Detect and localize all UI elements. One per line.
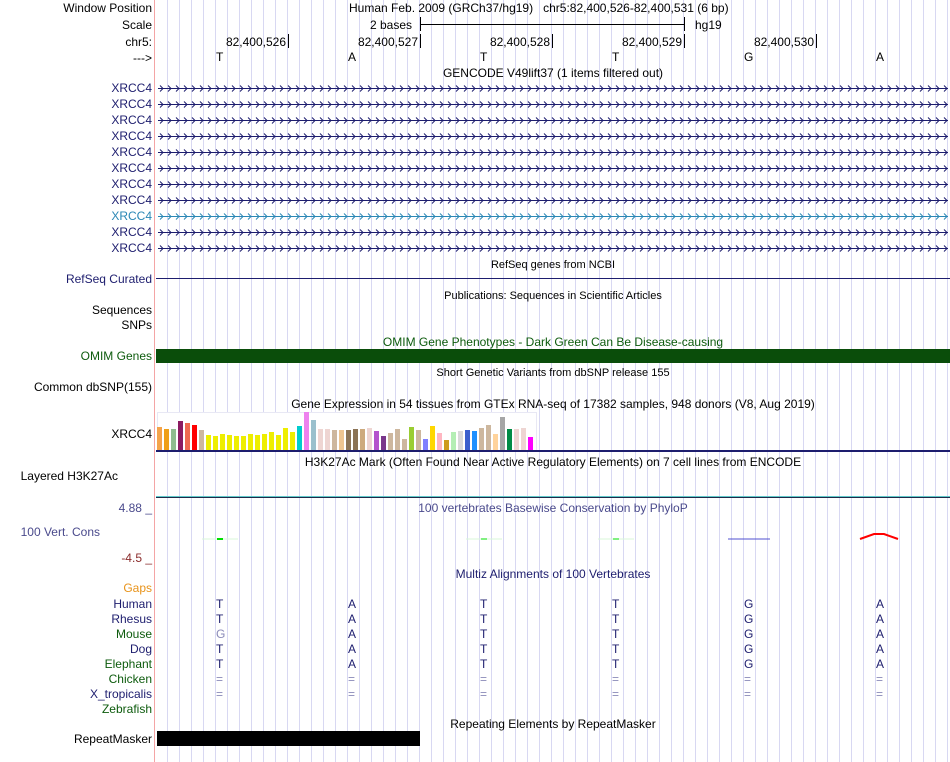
- gencode-transcript[interactable]: [158, 146, 948, 158]
- repeatmasker-label[interactable]: RepeatMasker: [73, 732, 152, 746]
- multiz-species-label[interactable]: Human: [113, 597, 152, 611]
- multiz-aligned-base: G: [744, 627, 754, 641]
- omim-track-title[interactable]: OMIM Gene Phenotypes - Dark Green Can Be Disease-causing: [382, 335, 724, 349]
- multiz-aligned-base: T: [612, 642, 620, 656]
- multiz-aligned-base: T: [480, 642, 488, 656]
- gencode-transcript[interactable]: [158, 178, 948, 190]
- ruler-tick: [288, 34, 289, 48]
- multiz-aligned-base: T: [216, 642, 224, 656]
- gtex-tissue-bar[interactable]: [269, 432, 274, 450]
- multiz-aligned-base: =: [348, 687, 356, 701]
- ruler-position-label: 82,400,529: [621, 35, 682, 49]
- omim-gene-bar[interactable]: [156, 349, 950, 363]
- multiz-aligned-base: A: [876, 642, 885, 656]
- scale-db: hg19: [695, 18, 722, 32]
- reference-base: T: [612, 50, 620, 64]
- assembly-title: Human Feb. 2009 (GRCh37/hg19) chr5:82,400,526-82,400,531 (6 bp): [349, 1, 729, 15]
- gtex-tissue-bar[interactable]: [248, 434, 253, 450]
- multiz-aligned-base: =: [744, 672, 752, 686]
- gtex-tissue-bar[interactable]: [479, 428, 484, 450]
- multiz-aligned-base: T: [480, 597, 488, 611]
- conservation-positive-mark: [613, 539, 619, 540]
- gtex-tissue-bar[interactable]: [311, 420, 316, 450]
- gencode-transcript[interactable]: [158, 82, 948, 94]
- publications-label-snps[interactable]: SNPs: [121, 318, 152, 332]
- gencode-transcript-label[interactable]: XRCC4: [111, 193, 152, 207]
- gtex-label[interactable]: XRCC4: [111, 427, 152, 441]
- gtex-tissue-bar[interactable]: [234, 436, 239, 450]
- reference-base: T: [480, 50, 488, 64]
- gtex-tissue-bar[interactable]: [164, 429, 169, 450]
- multiz-aligned-base: =: [348, 672, 356, 686]
- gtex-tissue-bar[interactable]: [416, 430, 421, 450]
- multiz-aligned-base: A: [876, 627, 885, 641]
- ruler-position-label: 82,400,528: [489, 35, 550, 49]
- conservation-positive-mark: [481, 539, 487, 540]
- gtex-track-title[interactable]: Gene Expression in 54 tissues from GTEx RNA-seq of 17382 samples, 948 donors (V8, Aug 2019): [291, 397, 815, 411]
- reference-base: A: [876, 50, 885, 64]
- refseq-label[interactable]: RefSeq Curated: [65, 272, 152, 286]
- omim-label[interactable]: OMIM Genes: [80, 349, 152, 363]
- ruler-tick: [816, 34, 817, 48]
- gtex-tissue-bar[interactable]: [304, 412, 309, 450]
- gencode-transcript-label[interactable]: XRCC4: [111, 81, 152, 95]
- multiz-species-label[interactable]: Dog: [129, 642, 152, 656]
- gtex-tissue-bar[interactable]: [297, 426, 302, 450]
- repeatmasker-track-title[interactable]: Repeating Elements by RepeatMasker: [450, 717, 656, 731]
- ruler-tick: [552, 34, 553, 48]
- gtex-tissue-bar[interactable]: [472, 431, 477, 450]
- gencode-transcript-label[interactable]: XRCC4: [111, 145, 152, 159]
- gtex-tissue-bar[interactable]: [367, 428, 372, 450]
- chrom-label: chr5:: [125, 35, 152, 49]
- gtex-tissue-bar[interactable]: [283, 428, 288, 450]
- gencode-transcript-label[interactable]: XRCC4: [111, 209, 152, 223]
- gtex-tissue-bar[interactable]: [262, 434, 267, 450]
- gtex-tissue-bar[interactable]: [388, 433, 393, 450]
- ruler-position-label: 82,400,526: [225, 35, 286, 49]
- multiz-aligned-base: T: [216, 597, 224, 611]
- multiz-species-label[interactable]: Mouse: [115, 627, 152, 641]
- conservation-min-label: -4.5 _: [121, 551, 152, 565]
- gtex-tissue-bar[interactable]: [451, 432, 456, 450]
- gtex-tissue-bar[interactable]: [346, 430, 351, 450]
- strand-label[interactable]: --->: [133, 51, 152, 65]
- gtex-tissue-bar[interactable]: [157, 427, 162, 450]
- multiz-aligned-base: A: [348, 657, 357, 671]
- multiz-aligned-base: A: [348, 642, 357, 656]
- gtex-gene-line: [156, 450, 950, 452]
- gtex-tissue-bar[interactable]: [409, 427, 414, 450]
- multiz-aligned-base: A: [876, 657, 885, 671]
- gtex-tissue-bar[interactable]: [437, 433, 442, 450]
- multiz-aligned-base: G: [744, 642, 754, 656]
- gencode-transcript[interactable]: [158, 98, 948, 110]
- multiz-aligned-base: T: [612, 657, 620, 671]
- gtex-tissue-bar[interactable]: [325, 429, 330, 450]
- gencode-transcript[interactable]: [158, 226, 948, 238]
- multiz-species-label[interactable]: Chicken: [108, 672, 152, 686]
- gtex-tissue-bar[interactable]: [381, 436, 386, 450]
- gencode-transcript-label[interactable]: XRCC4: [111, 241, 152, 255]
- gtex-tissue-bar[interactable]: [171, 429, 176, 450]
- gtex-tissue-bar[interactable]: [402, 439, 407, 450]
- gtex-tissue-bar[interactable]: [332, 430, 337, 450]
- gtex-tissue-bar[interactable]: [227, 435, 232, 450]
- publications-track-title[interactable]: Publications: Sequences in Scientific Articles: [444, 290, 662, 302]
- multiz-aligned-base: A: [348, 597, 357, 611]
- gtex-tissue-bar[interactable]: [206, 435, 211, 450]
- scale-bar: [420, 24, 685, 25]
- reference-base: A: [348, 50, 357, 64]
- multiz-aligned-base: =: [612, 672, 620, 686]
- multiz-aligned-base: T: [480, 612, 488, 626]
- conservation-max-label: 4.88 _: [118, 501, 152, 515]
- gtex-tissue-bar[interactable]: [360, 429, 365, 450]
- gencode-transcript-label[interactable]: XRCC4: [111, 97, 152, 111]
- gtex-tissue-bar[interactable]: [528, 437, 533, 450]
- multiz-aligned-base: =: [612, 687, 620, 701]
- window-position-label: Window Position: [63, 1, 152, 15]
- multiz-aligned-base: G: [744, 612, 754, 626]
- gencode-transcript-label[interactable]: XRCC4: [111, 129, 152, 143]
- multiz-aligned-base: T: [216, 657, 224, 671]
- scale-label: Scale: [121, 18, 152, 32]
- scale-text: 2 bases: [370, 18, 413, 32]
- multiz-species-label[interactable]: Zebrafish: [101, 702, 152, 716]
- gencode-track-title[interactable]: GENCODE V49lift37 (1 items filtered out): [442, 66, 664, 80]
- gencode-transcript-label[interactable]: XRCC4: [111, 225, 152, 239]
- conservation-positive-mark: [217, 538, 223, 540]
- gencode-transcript[interactable]: [158, 162, 948, 174]
- multiz-aligned-base: A: [876, 597, 885, 611]
- multiz-aligned-base: =: [480, 672, 488, 686]
- ruler-position-label: 82,400,527: [357, 35, 418, 49]
- gtex-tissue-bar[interactable]: [290, 432, 295, 450]
- multiz-aligned-base: =: [744, 687, 752, 701]
- refseq-track-title[interactable]: RefSeq genes from NCBI: [490, 259, 616, 271]
- gtex-tissue-bar[interactable]: [430, 426, 435, 450]
- reference-base: G: [744, 50, 754, 64]
- multiz-aligned-base: G: [216, 627, 226, 641]
- multiz-aligned-base: T: [612, 597, 620, 611]
- multiz-aligned-base: T: [480, 627, 488, 641]
- multiz-aligned-base: G: [744, 597, 754, 611]
- gtex-tissue-bar[interactable]: [241, 436, 246, 450]
- gtex-tissue-bar[interactable]: [423, 439, 428, 450]
- gtex-tissue-bar[interactable]: [213, 436, 218, 450]
- h3k27ac-track-title[interactable]: H3K27Ac Mark (Often Found Near Active Regulatory Elements) on 7 cell lines from ENCODE: [304, 455, 802, 469]
- multiz-species-label[interactable]: Rhesus: [111, 612, 152, 626]
- multiz-aligned-base: A: [348, 627, 357, 641]
- conservation-plot[interactable]: [156, 515, 950, 555]
- gtex-tissue-bar[interactable]: [255, 435, 260, 450]
- multiz-gaps-label[interactable]: Gaps: [123, 581, 152, 595]
- multiz-track-title[interactable]: Multiz Alignments of 100 Vertebrates: [455, 567, 651, 581]
- multiz-species-label[interactable]: X_tropicalis: [89, 687, 152, 701]
- multiz-aligned-base: A: [876, 612, 885, 626]
- gencode-transcript[interactable]: [158, 242, 948, 254]
- gtex-tissue-bar[interactable]: [199, 430, 204, 450]
- gtex-tissue-bar[interactable]: [395, 429, 400, 450]
- multiz-aligned-base: =: [216, 687, 224, 701]
- gtex-tissue-bar[interactable]: [192, 425, 197, 450]
- dbsnp-label[interactable]: Common dbSNP(155): [33, 380, 152, 394]
- gtex-tissue-bar[interactable]: [276, 435, 281, 450]
- ruler-position-label: 82,400,530: [753, 35, 814, 49]
- gencode-transcript-label[interactable]: XRCC4: [111, 161, 152, 175]
- gencode-transcript[interactable]: [158, 130, 948, 142]
- gtex-tissue-bar[interactable]: [465, 430, 470, 450]
- multiz-aligned-base: A: [348, 612, 357, 626]
- gtex-tissue-bar[interactable]: [486, 425, 491, 450]
- gencode-transcript[interactable]: [158, 210, 948, 222]
- gtex-tissue-bar[interactable]: [444, 440, 449, 450]
- gtex-tissue-bar[interactable]: [514, 429, 519, 450]
- ruler-tick: [684, 34, 685, 48]
- gtex-tissue-bar[interactable]: [185, 423, 190, 450]
- repeatmasker-element[interactable]: [157, 731, 420, 746]
- gtex-tissue-bar[interactable]: [507, 429, 512, 450]
- gtex-tissue-bar[interactable]: [353, 429, 358, 450]
- multiz-aligned-base: T: [480, 657, 488, 671]
- dbsnp-track-title[interactable]: Short Genetic Variants from dbSNP release 155: [436, 367, 670, 379]
- multiz-aligned-base: =: [876, 672, 884, 686]
- gencode-transcript[interactable]: [158, 194, 948, 206]
- reference-base: T: [216, 50, 224, 64]
- multiz-species-label[interactable]: Elephant: [104, 657, 152, 671]
- label-column-divider: [154, 0, 155, 762]
- multiz-aligned-base: =: [216, 672, 224, 686]
- gtex-tissue-bar[interactable]: [178, 421, 183, 450]
- gtex-tissue-bar[interactable]: [493, 434, 498, 450]
- multiz-aligned-base: =: [480, 687, 488, 701]
- multiz-aligned-base: G: [744, 657, 754, 671]
- gtex-tissue-bar[interactable]: [339, 430, 344, 450]
- gencode-transcript[interactable]: [158, 114, 948, 126]
- gencode-transcript-label[interactable]: XRCC4: [111, 177, 152, 191]
- ruler-tick: [420, 34, 421, 48]
- gencode-transcript-label[interactable]: XRCC4: [111, 113, 152, 127]
- multiz-aligned-base: T: [612, 627, 620, 641]
- gtex-tissue-bar[interactable]: [220, 434, 225, 450]
- multiz-aligned-base: =: [876, 687, 884, 701]
- scale-bar-right: [684, 17, 685, 31]
- multiz-aligned-base: T: [612, 612, 620, 626]
- publications-label-sequences[interactable]: Sequences: [91, 303, 152, 317]
- gtex-tissue-bar[interactable]: [318, 429, 323, 450]
- conservation-track-title[interactable]: 100 vertebrates Basewise Conservation by PhyloP: [418, 501, 688, 515]
- gtex-tissue-bar[interactable]: [521, 428, 526, 450]
- conservation-negative-mark: [860, 534, 898, 539]
- gtex-tissue-bar[interactable]: [500, 417, 505, 450]
- refseq-gene-line[interactable]: [156, 278, 950, 279]
- h3k27ac-label[interactable]: Layered H3K27Ac: [20, 469, 118, 483]
- multiz-aligned-base: T: [216, 612, 224, 626]
- gtex-tissue-bar[interactable]: [458, 431, 463, 450]
- conservation-label[interactable]: 100 Vert. Cons: [20, 525, 100, 539]
- gtex-tissue-bar[interactable]: [374, 431, 379, 450]
- h3k27ac-baseline: [156, 497, 950, 498]
